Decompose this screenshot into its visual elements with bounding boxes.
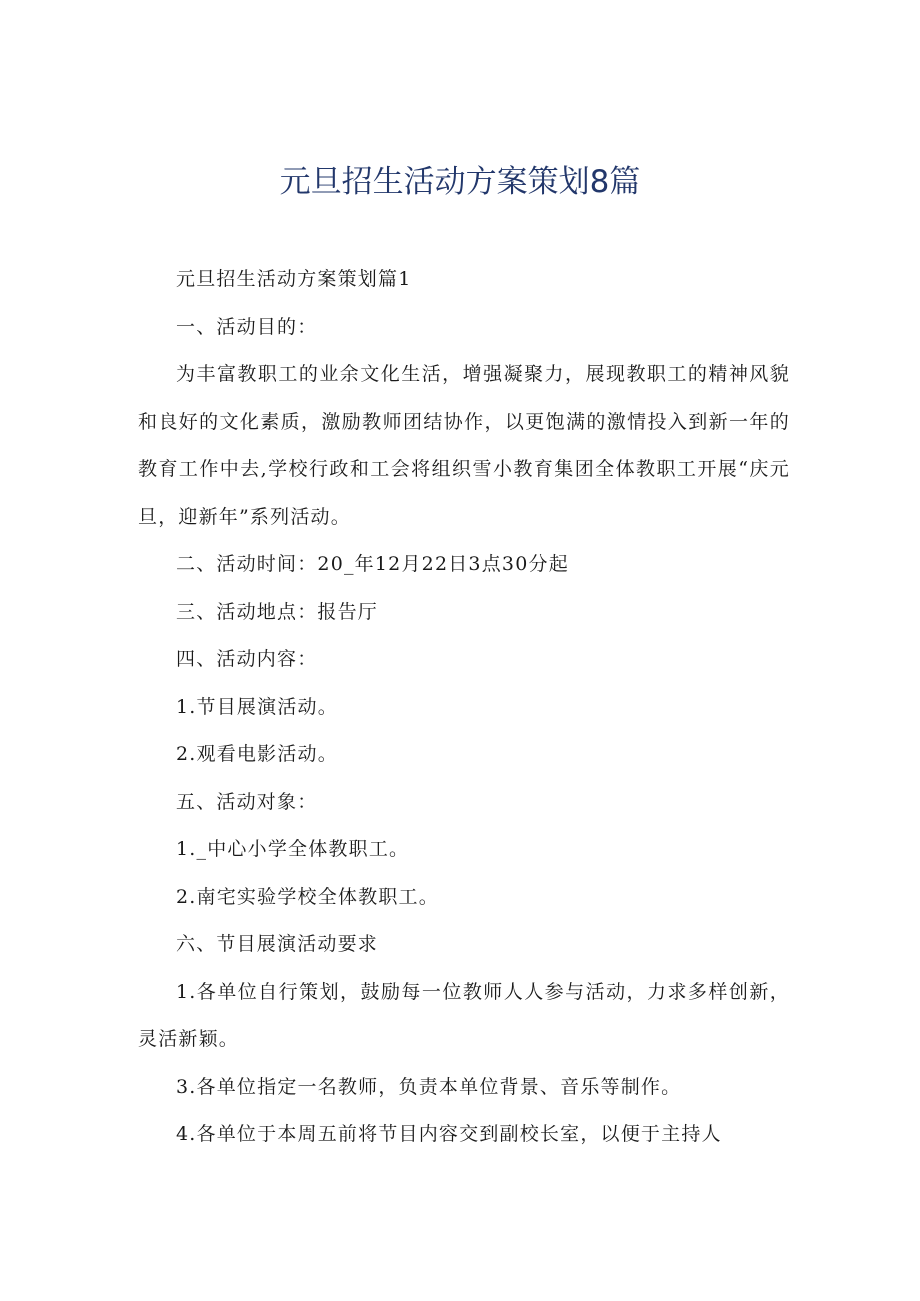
document-body: [138, 256, 790, 1159]
performance-requirements-heading: 六、节目展演活动要求: [176, 933, 379, 955]
activity-time: 二、活动时间：20_年12月22日3点30分起: [176, 553, 569, 575]
document-title: 元旦招生活动方案策划8篇: [279, 164, 641, 200]
section-heading: 元旦招生活动方案策划篇1: [176, 268, 412, 290]
activity-content-item: 2.观看电影活动。: [176, 743, 338, 765]
performance-requirement-item: 4.各单位于本周五前将节目内容交到副校长室，以便于主持人: [176, 1123, 722, 1145]
activity-target-item: 1._中心小学全体教职工。: [176, 838, 410, 860]
activity-purpose-heading: 一、活动目的：: [176, 315, 318, 338]
performance-requirement-item: 1.各单位自行策划，鼓励每一位教师人人参与活动，力求多样创新，灵活新颖。: [138, 980, 790, 1050]
activity-target-heading: 五、活动对象：: [176, 790, 318, 813]
performance-requirement-item: 3.各单位指定一名教师，负责本单位背景、音乐等制作。: [176, 1075, 682, 1098]
activity-content-heading: 四、活动内容：: [176, 648, 318, 670]
activity-purpose-text: 为丰富教职工的业余文化生活，增强凝聚力，展现教职工的精神风貌和良好的文化素质，激励教师团结协作，以更饱满的激情投入到新一年的教育工作中去,学校行政和工会将组织雪小教育集团全体教职工开展“庆元旦，迎新年”系列活动。: [138, 363, 790, 528]
activity-content-item: 1.节目展演活动。: [176, 695, 338, 718]
activity-target-item: 2.南宅实验学校全体教职工。: [176, 885, 439, 908]
activity-location: 三、活动地点：报告厅: [176, 600, 379, 623]
